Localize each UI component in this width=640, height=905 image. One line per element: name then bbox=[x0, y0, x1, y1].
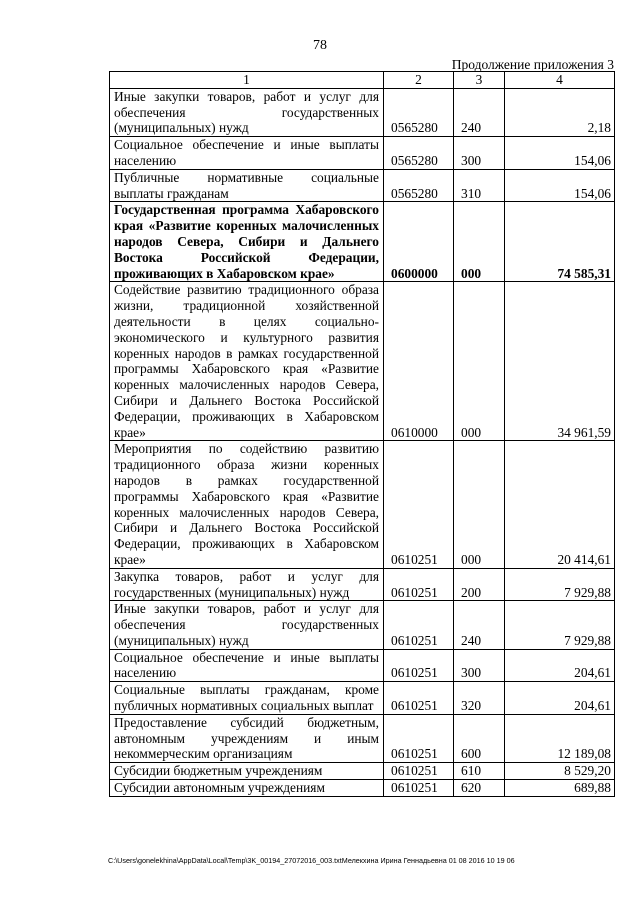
row-code-cell: 0610251 bbox=[384, 682, 454, 715]
row-name-cell: Социальное обеспечение и иные выплаты населению bbox=[110, 649, 384, 682]
row-name-cell: Иные закупки товаров, работ и услуг для обеспечения государственных (муниципальных) нужд bbox=[110, 88, 384, 136]
row-type-cell: 000 bbox=[454, 441, 505, 568]
row-sum-cell: 12 189,08 bbox=[505, 714, 615, 762]
row-sum-cell: 204,61 bbox=[505, 682, 615, 715]
row-name-cell: Субсидии бюджетным учреждениям bbox=[110, 763, 384, 780]
row-name-cell: Закупка товаров, работ и услуг для государственных (муниципальных) нужд bbox=[110, 568, 384, 601]
row-code-cell: 0610251 bbox=[384, 714, 454, 762]
row-type-cell: 620 bbox=[454, 780, 505, 797]
row-type-cell: 310 bbox=[454, 169, 505, 202]
table-row bbox=[110, 169, 615, 202]
row-sum-cell: 154,06 bbox=[505, 137, 615, 170]
row-sum-cell: 689,88 bbox=[505, 780, 615, 797]
row-code-cell: 0610251 bbox=[384, 649, 454, 682]
row-code-cell: 0600000 bbox=[384, 202, 454, 282]
file-path-footer: C:\Users\gonelekhina\AppData\Local\Temp\3K_00194_27072016_003.txtМелекхина Ирина Геннадьевна 01 08 2016 10 19 06 bbox=[108, 856, 515, 865]
table-row bbox=[110, 780, 615, 797]
row-type-cell: 240 bbox=[454, 88, 505, 136]
row-type-cell: 600 bbox=[454, 714, 505, 762]
row-name-cell: Публичные нормативные социальные выплаты гражданам bbox=[110, 169, 384, 202]
table-row bbox=[110, 601, 615, 649]
table-row bbox=[110, 649, 615, 682]
row-sum-cell: 7 929,88 bbox=[505, 601, 615, 649]
row-sum-cell: 154,06 bbox=[505, 169, 615, 202]
table-row bbox=[110, 88, 615, 136]
row-type-cell: 240 bbox=[454, 601, 505, 649]
row-type-cell: 320 bbox=[454, 682, 505, 715]
row-name-cell: Государственная программа Хабаровского края «Развитие коренных малочисленных народов Севера, Сибири и Дальнего Востока Российской Федерации, проживающих в Хабаровском крае» bbox=[110, 202, 384, 282]
header-col-2: 2 bbox=[384, 72, 454, 89]
row-type-cell: 200 bbox=[454, 568, 505, 601]
table-row bbox=[110, 202, 615, 282]
row-type-cell: 300 bbox=[454, 137, 505, 170]
row-sum-cell: 34 961,59 bbox=[505, 282, 615, 441]
table-row bbox=[110, 441, 615, 568]
header-col-4: 4 bbox=[505, 72, 615, 89]
row-sum-cell: 204,61 bbox=[505, 649, 615, 682]
header-col-3: 3 bbox=[454, 72, 505, 89]
row-code-cell: 0610251 bbox=[384, 441, 454, 568]
row-code-cell: 0610251 bbox=[384, 568, 454, 601]
table-row bbox=[110, 714, 615, 762]
row-type-cell: 610 bbox=[454, 763, 505, 780]
table-row bbox=[110, 682, 615, 715]
budget-table bbox=[109, 71, 615, 797]
row-code-cell: 0565280 bbox=[384, 169, 454, 202]
row-type-cell: 000 bbox=[454, 282, 505, 441]
header-col-1: 1 bbox=[110, 72, 384, 89]
row-type-cell: 300 bbox=[454, 649, 505, 682]
row-type-cell: 000 bbox=[454, 202, 505, 282]
row-name-cell: Субсидии автономным учреждениям bbox=[110, 780, 384, 797]
row-sum-cell: 2,18 bbox=[505, 88, 615, 136]
row-code-cell: 0610251 bbox=[384, 763, 454, 780]
page-number: 78 bbox=[313, 38, 327, 53]
row-sum-cell: 8 529,20 bbox=[505, 763, 615, 780]
appendix-continuation-label: Продолжение приложения 3 bbox=[451, 57, 614, 72]
table-row bbox=[110, 763, 615, 780]
row-code-cell: 0565280 bbox=[384, 137, 454, 170]
table-row bbox=[110, 282, 615, 441]
row-sum-cell: 74 585,31 bbox=[505, 202, 615, 282]
row-code-cell: 0610251 bbox=[384, 601, 454, 649]
row-sum-cell: 7 929,88 bbox=[505, 568, 615, 601]
row-name-cell: Мероприятия по содействию развитию традиционного образа жизни коренных народов в рамках государственной программы Хабаровского края «Развитие коренных малочисленных народов Севера, Сибири и Дальнего Востока Российской Федерации, проживающих в Хабаровском крае» bbox=[110, 441, 384, 568]
row-name-cell: Социальное обеспечение и иные выплаты населению bbox=[110, 137, 384, 170]
row-code-cell: 0565280 bbox=[384, 88, 454, 136]
row-code-cell: 0610000 bbox=[384, 282, 454, 441]
table-row bbox=[110, 568, 615, 601]
row-name-cell: Содействие развитию традиционного образа жизни, традиционной хозяйственной деятельности в целях социально-экономического и культурного развития коренных народов в рамках государственной программы Хабаровского края «Развитие коренных малочисленных народов Севера, Сибири и Дальнего Востока Российской Федерации, проживающих в Хабаровском крае» bbox=[110, 282, 384, 441]
row-code-cell: 0610251 bbox=[384, 780, 454, 797]
table-row bbox=[110, 137, 615, 170]
row-name-cell: Иные закупки товаров, работ и услуг для обеспечения государственных (муниципальных) нужд bbox=[110, 601, 384, 649]
table-header-row bbox=[110, 72, 615, 89]
row-name-cell: Предоставление субсидий бюджетным, автономным учреждениям и иным некоммерческим организациям bbox=[110, 714, 384, 762]
row-sum-cell: 20 414,61 bbox=[505, 441, 615, 568]
row-name-cell: Социальные выплаты гражданам, кроме публичных нормативных социальных выплат bbox=[110, 682, 384, 715]
